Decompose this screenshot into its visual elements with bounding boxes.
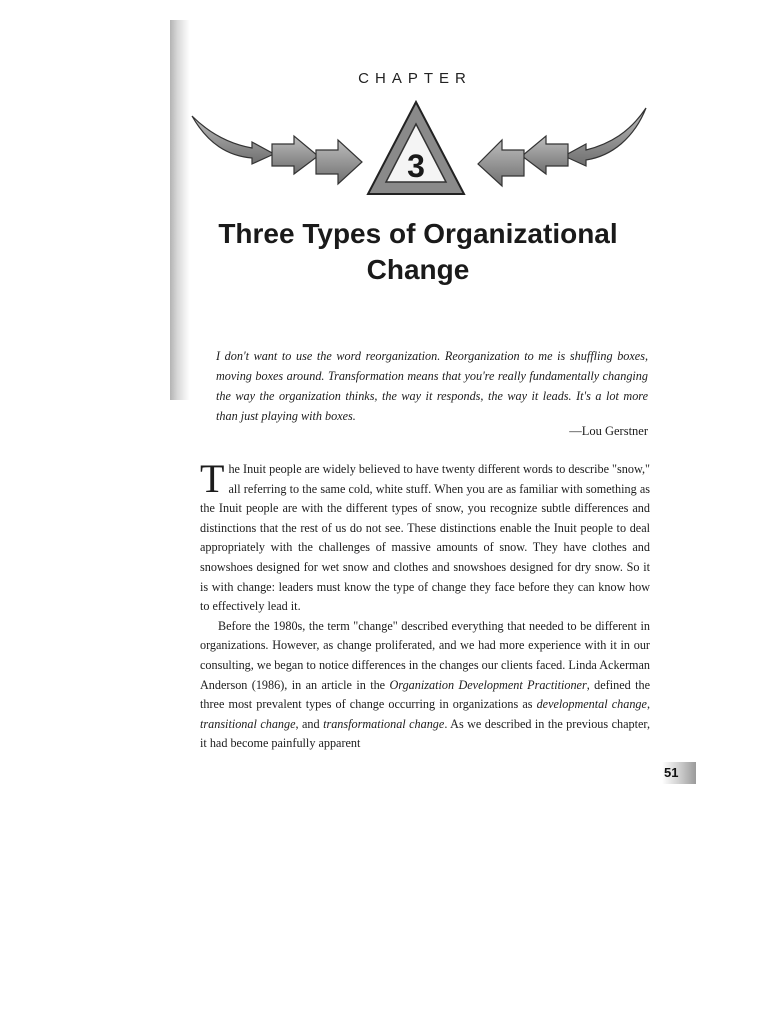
paragraph-1-text: he Inuit people are widely believed to have twenty different words to describe "snow," all referring to the same cold, white stuff. When you are as familiar with something as the Inuit people are with the different types of snow, you recognize subtle differences and distinctions that the rest of us do not see. These distinctions enable the Inuit people to deal appropriately with the challenges of massive amounts of snow. They have clothes and snowshoes designed for wet snow and clothes and snowshoes designed for dry snow. So it is with change: leaders must know the type of change they face before they can know how to effectively lead it. [200,462,650,614]
term-transitional: transitional change [200,716,296,731]
paragraph-2 [200,617,650,754]
paragraph-2-text-c: . As we described in the previous chapter, it had become painfully apparent [200,716,650,751]
separator: , [646,697,650,712]
term-transformational: transformational change [323,716,445,731]
epigraph-quote: I don't want to use the word reorganization. Reorganization to me is shuffling boxes, moving boxes around. Transformation means that you're really fundamentally changing the way the organization thinks, the way it responds, the way it leads. It's a lot more than just playing with boxes. [216,349,648,423]
body-text [200,456,650,754]
page-number: 51 [664,765,679,780]
term-developmental: developmental change [536,697,647,712]
right-arrows-icon [478,108,646,186]
binding-shadow [170,20,190,400]
separator: , and [295,716,324,731]
chapter-number: 3 [407,148,425,184]
chapter-title: Three Types of Organizational Change [218,218,618,285]
drop-cap: T [200,456,225,501]
left-arrows-icon [192,116,362,184]
page-number-tab [662,762,696,784]
paragraph-2-text: Before the 1980s, the term "change" described everything that needed to be different in organizations. However, as change proliferated, and we had more experience with it in our consulting, we began to notice differences in the changes our clients faced. Linda Ackerman Anderson (1986), in an article in the [200,618,650,692]
journal-title: Organization Development Practitioner [389,677,587,692]
paragraph-1 [200,456,650,617]
epigraph-attribution: —Lou Gerstner [569,424,648,438]
paragraph-2-text-b: , defined the three most prevalent types of change occurring in organizations as [200,677,650,712]
chapter-label: CHAPTER [358,70,472,87]
